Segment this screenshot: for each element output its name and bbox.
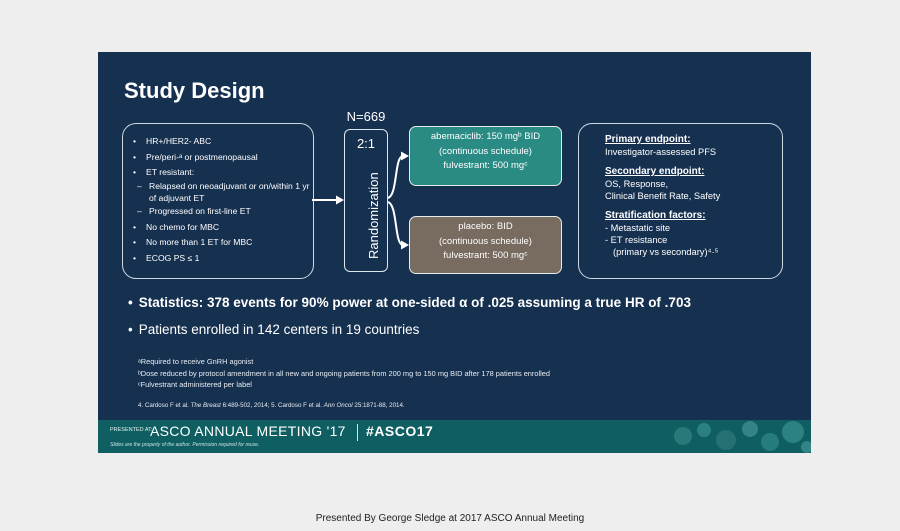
eligibility-subitem: – Progressed on first-line ET — [133, 206, 313, 217]
banner-divider — [357, 424, 358, 441]
ref-journal-1: The Breast — [190, 402, 221, 409]
endpoints-box — [578, 123, 783, 279]
meeting-hashtag: #ASCO17 — [366, 423, 434, 439]
stratification-line-1: - Metastatic site — [605, 223, 671, 233]
references — [138, 402, 405, 409]
secondary-endpoint-heading: Secondary endpoint: — [605, 166, 705, 177]
ref-journal-2: Ann Oncol — [323, 402, 353, 409]
eligibility-item: • HR+/HER2- ABC — [133, 134, 313, 150]
footnote-b: ᵇDose reduced by protocol amendment in all new and ongoing patients from 200 mg to 150 mg BID after 178 patients enrolled — [138, 368, 550, 378]
eligibility-item: • No chemo for MBC — [133, 220, 313, 236]
randomization-box — [344, 129, 388, 272]
presented-at-label: PRESENTED AT: — [110, 427, 153, 433]
abemaciclib-arm — [409, 126, 562, 186]
statistics-bullet: • Statistics: 378 events for 90% power at one-sided α of .025 assuming a true HR of .703 — [128, 295, 691, 310]
stratification-line-3: (primary vs secondary)⁴·⁵ — [613, 247, 719, 257]
slide — [98, 52, 811, 453]
eligibility-item: • ECOG PS ≤ 1 — [133, 251, 313, 267]
arm1-drug: abemaciclib: 150 mgᵇ BID — [430, 131, 541, 142]
eligibility-item: • ET resistant: — [133, 165, 313, 181]
stratification-line-2: - ET resistance — [605, 235, 668, 245]
ref-text-2: 6:489-502, 2014; 5. Cardoso F et al. — [220, 402, 324, 409]
placebo-arm — [409, 216, 562, 274]
footnote-a: ᵃRequired to receive GnRH agonist — [138, 357, 254, 366]
randomization-label: Randomization — [366, 172, 381, 259]
meeting-name: ASCO ANNUAL MEETING '17 — [150, 423, 346, 439]
eligibility-item: • Pre/peri-ᵃ or postmenopausal — [133, 150, 313, 166]
enrollment-bullet: • Patients enrolled in 142 centers in 19 countries — [128, 322, 419, 337]
secondary-endpoint-line-1: OS, Response, — [605, 179, 669, 189]
footnote-c: ᶜFulvestrant administered per label — [138, 380, 252, 390]
arm2-fulvestrant: fulvestrant: 500 mgᶜ — [443, 250, 528, 261]
sample-size-label: N=669 — [346, 109, 386, 124]
eligibility-subitem: – Relapsed on neoadjuvant or on/within 1 yr of adjuvant ET — [133, 181, 313, 204]
eligibility-item: • No more than 1 ET for MBC — [133, 235, 313, 251]
asco-banner — [98, 420, 811, 453]
stratification-heading: Stratification factors: — [605, 210, 706, 221]
arm2-drug: placebo: BID — [458, 221, 513, 232]
primary-endpoint-heading: Primary endpoint: — [605, 134, 691, 145]
arm1-fulvestrant: fulvestrant: 500 mgᶜ — [443, 160, 528, 171]
arm2-schedule: (continuous schedule) — [439, 235, 532, 247]
presenter-caption: Presented By George Sledge at 2017 ASCO Annual Meeting — [315, 513, 585, 524]
primary-endpoint-text: Investigator-assessed PFS — [605, 147, 717, 157]
randomization-ratio: 2:1 — [356, 136, 376, 151]
footnotes — [138, 356, 550, 391]
slide-title: Study Design — [124, 78, 265, 103]
secondary-endpoint-line-2: Clinical Benefit Rate, Safety — [605, 191, 721, 201]
ref-text-1: 4. Cardoso F et al. — [138, 402, 191, 409]
banner-disclaimer: Slides are the property of the author. Permission required for reuse. — [110, 442, 260, 448]
ref-text-3: 25:1871-88, 2014. — [352, 402, 405, 409]
arm1-schedule: (continuous schedule) — [439, 145, 532, 157]
